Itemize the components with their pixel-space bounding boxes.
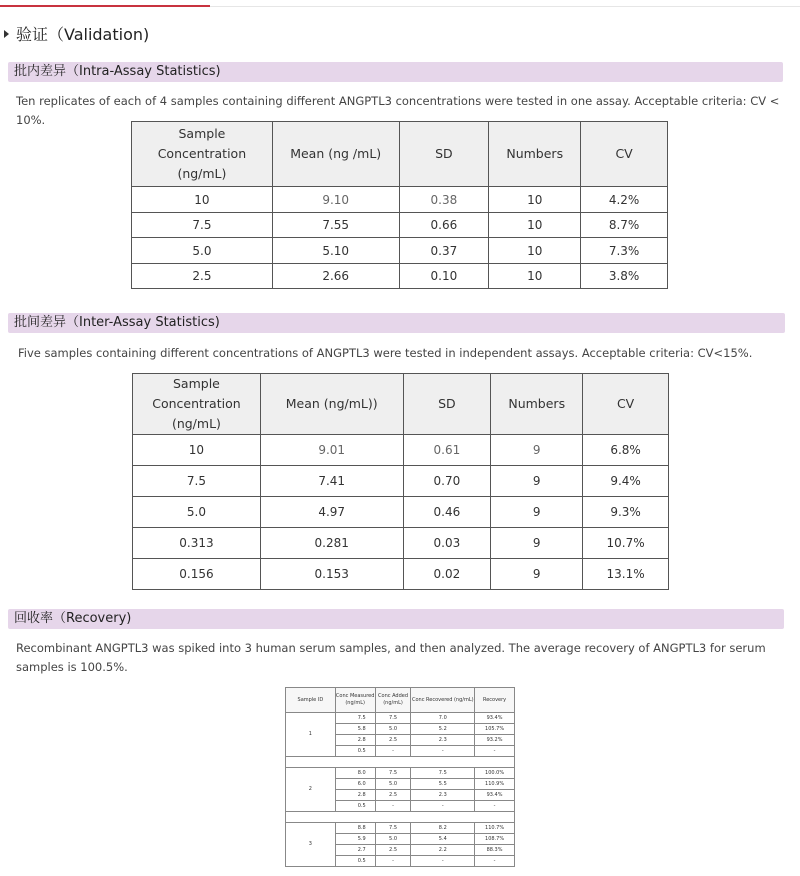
table-row bbox=[286, 768, 515, 779]
table-row bbox=[133, 435, 669, 466]
recovery-cell: 5.4 bbox=[411, 834, 475, 845]
recovery-cell: 5.9 bbox=[335, 834, 375, 845]
top-divider-line bbox=[210, 6, 800, 7]
inter-cell: 7.41 bbox=[260, 466, 403, 497]
intra-header-sd: SD bbox=[399, 122, 489, 187]
recovery-cell: 2.5 bbox=[375, 735, 411, 746]
recovery-table bbox=[285, 687, 515, 867]
intra-cell: 10 bbox=[489, 187, 581, 213]
inter-assay-heading: 批间差异（Inter-Assay Statistics) bbox=[8, 313, 785, 333]
recovery-cell: 2.5 bbox=[375, 790, 411, 801]
recovery-cell: 93.2% bbox=[475, 735, 515, 746]
recovery-cell: - bbox=[411, 746, 475, 757]
recovery-header-sample-id: Sample ID bbox=[286, 688, 336, 713]
recovery-cell: 7.0 bbox=[411, 713, 475, 724]
inter-header-concentration: Sample Concentration (ng/mL) bbox=[133, 374, 261, 435]
intra-cell: 0.37 bbox=[399, 238, 489, 264]
intra-cell: 5.10 bbox=[272, 238, 399, 264]
inter-cell: 10.7% bbox=[583, 528, 669, 559]
recovery-description: Recombinant ANGPTL3 was spiked into 3 human serum samples, and then analyzed. The average recovery of ANGPTL3 for serum samples is 100.5%. bbox=[16, 641, 766, 674]
recovery-cell: 7.5 bbox=[375, 713, 411, 724]
inter-assay-table bbox=[132, 373, 669, 590]
recovery-cell: - bbox=[475, 746, 515, 757]
recovery-cell: 6.0 bbox=[335, 779, 375, 790]
recovery-cell: 8.8 bbox=[335, 823, 375, 834]
inter-cell: 5.0 bbox=[133, 497, 261, 528]
recovery-cell: 5.5 bbox=[411, 779, 475, 790]
intra-header-mean: Mean (ng /mL) bbox=[272, 122, 399, 187]
recovery-cell: 2.3 bbox=[411, 790, 475, 801]
inter-cell: 0.03 bbox=[403, 528, 491, 559]
inter-cell: 9 bbox=[491, 528, 583, 559]
intra-cell: 9.10 bbox=[272, 187, 399, 213]
recovery-cell: 8.2 bbox=[411, 823, 475, 834]
page-title-text: 验证（Validation) bbox=[16, 25, 150, 44]
inter-cell: 0.313 bbox=[133, 528, 261, 559]
table-row bbox=[132, 187, 668, 213]
recovery-heading: 回收率（Recovery) bbox=[8, 609, 784, 629]
recovery-cell: 8.0 bbox=[335, 768, 375, 779]
recovery-cell: 2.5 bbox=[375, 845, 411, 856]
recovery-cell: 2.8 bbox=[335, 790, 375, 801]
inter-cell: 9 bbox=[491, 435, 583, 466]
inter-header-mean: Mean (ng/mL)) bbox=[260, 374, 403, 435]
recovery-separator-row bbox=[286, 812, 515, 823]
recovery-cell: 2.3 bbox=[411, 735, 475, 746]
recovery-cell: - bbox=[475, 856, 515, 867]
table-row bbox=[132, 264, 668, 289]
intra-assay-heading: 批内差异（Intra-Assay Statistics) bbox=[8, 62, 783, 82]
recovery-sample-id: 2 bbox=[286, 768, 336, 812]
recovery-cell: - bbox=[411, 856, 475, 867]
intra-cell: 10 bbox=[132, 187, 273, 213]
recovery-cell: - bbox=[375, 801, 411, 812]
recovery-sample-id: 1 bbox=[286, 713, 336, 757]
recovery-cell: 110.7% bbox=[475, 823, 515, 834]
recovery-cell: 93.4% bbox=[475, 713, 515, 724]
recovery-cell: - bbox=[475, 801, 515, 812]
recovery-cell: 93.4% bbox=[475, 790, 515, 801]
recovery-header-recovered: Conc Recovered (ng/mL) bbox=[411, 688, 475, 713]
recovery-cell: - bbox=[375, 856, 411, 867]
intra-header-row bbox=[132, 122, 668, 187]
recovery-cell: 0.5 bbox=[335, 746, 375, 757]
table-row bbox=[133, 559, 669, 590]
intra-cell: 10 bbox=[489, 264, 581, 289]
recovery-cell: 5.0 bbox=[375, 724, 411, 735]
inter-cell: 9.3% bbox=[583, 497, 669, 528]
recovery-cell: 2.2 bbox=[411, 845, 475, 856]
inter-header-numbers: Numbers bbox=[491, 374, 583, 435]
triangle-bullet-icon bbox=[4, 30, 9, 38]
inter-cell: 9 bbox=[491, 497, 583, 528]
inter-cell: 9 bbox=[491, 559, 583, 590]
table-row bbox=[132, 238, 668, 264]
intra-cell: 7.55 bbox=[272, 213, 399, 238]
recovery-cell: 2.7 bbox=[335, 845, 375, 856]
recovery-header-measured: Conc Measured (ng/mL) bbox=[335, 688, 375, 713]
recovery-cell: - bbox=[375, 746, 411, 757]
inter-cell: 9.4% bbox=[583, 466, 669, 497]
intra-header-cv: CV bbox=[581, 122, 668, 187]
inter-cell: 0.153 bbox=[260, 559, 403, 590]
table-row bbox=[133, 497, 669, 528]
table-row bbox=[133, 466, 669, 497]
recovery-cell: 110.9% bbox=[475, 779, 515, 790]
recovery-cell: 7.5 bbox=[375, 768, 411, 779]
top-accent-line bbox=[0, 5, 210, 7]
table-row bbox=[286, 713, 515, 724]
inter-cell: 0.61 bbox=[403, 435, 491, 466]
table-row bbox=[133, 528, 669, 559]
recovery-cell: 2.8 bbox=[335, 735, 375, 746]
intra-assay-description: Ten replicates of each of 4 samples containing different ANGPTL3 concentrations were tested in one assay. Acceptable criteria: CV < 10%. bbox=[16, 94, 780, 127]
inter-header-row bbox=[133, 374, 669, 435]
recovery-header-added: Conc Added (ng/mL) bbox=[375, 688, 411, 713]
inter-header-cv: CV bbox=[583, 374, 669, 435]
recovery-cell: 100.0% bbox=[475, 768, 515, 779]
intra-cell: 7.3% bbox=[581, 238, 668, 264]
recovery-cell: 5.0 bbox=[375, 834, 411, 845]
recovery-cell: 7.5 bbox=[411, 768, 475, 779]
intra-cell: 2.66 bbox=[272, 264, 399, 289]
intra-cell: 4.2% bbox=[581, 187, 668, 213]
inter-cell: 9 bbox=[491, 466, 583, 497]
inter-cell: 7.5 bbox=[133, 466, 261, 497]
intra-header-numbers: Numbers bbox=[489, 122, 581, 187]
inter-assay-description: Five samples containing different concentrations of ANGPTL3 were tested in independent assays. Acceptable criteria: CV<15%. bbox=[18, 346, 753, 360]
recovery-cell: 7.5 bbox=[335, 713, 375, 724]
recovery-cell: 105.7% bbox=[475, 724, 515, 735]
recovery-cell: 0.5 bbox=[335, 801, 375, 812]
recovery-cell: - bbox=[411, 801, 475, 812]
recovery-sample-id: 3 bbox=[286, 823, 336, 867]
recovery-cell: 0.5 bbox=[335, 856, 375, 867]
inter-cell: 0.02 bbox=[403, 559, 491, 590]
recovery-cell: 5.0 bbox=[375, 779, 411, 790]
recovery-cell: 5.8 bbox=[335, 724, 375, 735]
intra-cell: 3.8% bbox=[581, 264, 668, 289]
inter-cell: 9.01 bbox=[260, 435, 403, 466]
intra-cell: 0.10 bbox=[399, 264, 489, 289]
recovery-cell: 5.2 bbox=[411, 724, 475, 735]
inter-cell: 13.1% bbox=[583, 559, 669, 590]
inter-cell: 6.8% bbox=[583, 435, 669, 466]
intra-cell: 2.5 bbox=[132, 264, 273, 289]
inter-cell: 0.156 bbox=[133, 559, 261, 590]
recovery-separator-row bbox=[286, 757, 515, 768]
intra-cell: 0.38 bbox=[399, 187, 489, 213]
inter-header-sd: SD bbox=[403, 374, 491, 435]
intra-cell: 7.5 bbox=[132, 213, 273, 238]
inter-cell: 0.46 bbox=[403, 497, 491, 528]
inter-cell: 0.281 bbox=[260, 528, 403, 559]
inter-cell: 10 bbox=[133, 435, 261, 466]
recovery-header-recovery: Recovery bbox=[475, 688, 515, 713]
intra-cell: 10 bbox=[489, 238, 581, 264]
page-title bbox=[4, 24, 149, 46]
intra-assay-table bbox=[131, 121, 668, 289]
intra-header-concentration: Sample Concentration (ng/mL) bbox=[132, 122, 273, 187]
intra-cell: 8.7% bbox=[581, 213, 668, 238]
inter-cell: 0.70 bbox=[403, 466, 491, 497]
recovery-cell: 7.5 bbox=[375, 823, 411, 834]
table-row bbox=[286, 823, 515, 834]
recovery-cell: 88.3% bbox=[475, 845, 515, 856]
intra-cell: 0.66 bbox=[399, 213, 489, 238]
inter-cell: 4.97 bbox=[260, 497, 403, 528]
recovery-header-row bbox=[286, 688, 515, 713]
intra-cell: 10 bbox=[489, 213, 581, 238]
recovery-cell: 108.7% bbox=[475, 834, 515, 845]
intra-cell: 5.0 bbox=[132, 238, 273, 264]
table-row bbox=[132, 213, 668, 238]
